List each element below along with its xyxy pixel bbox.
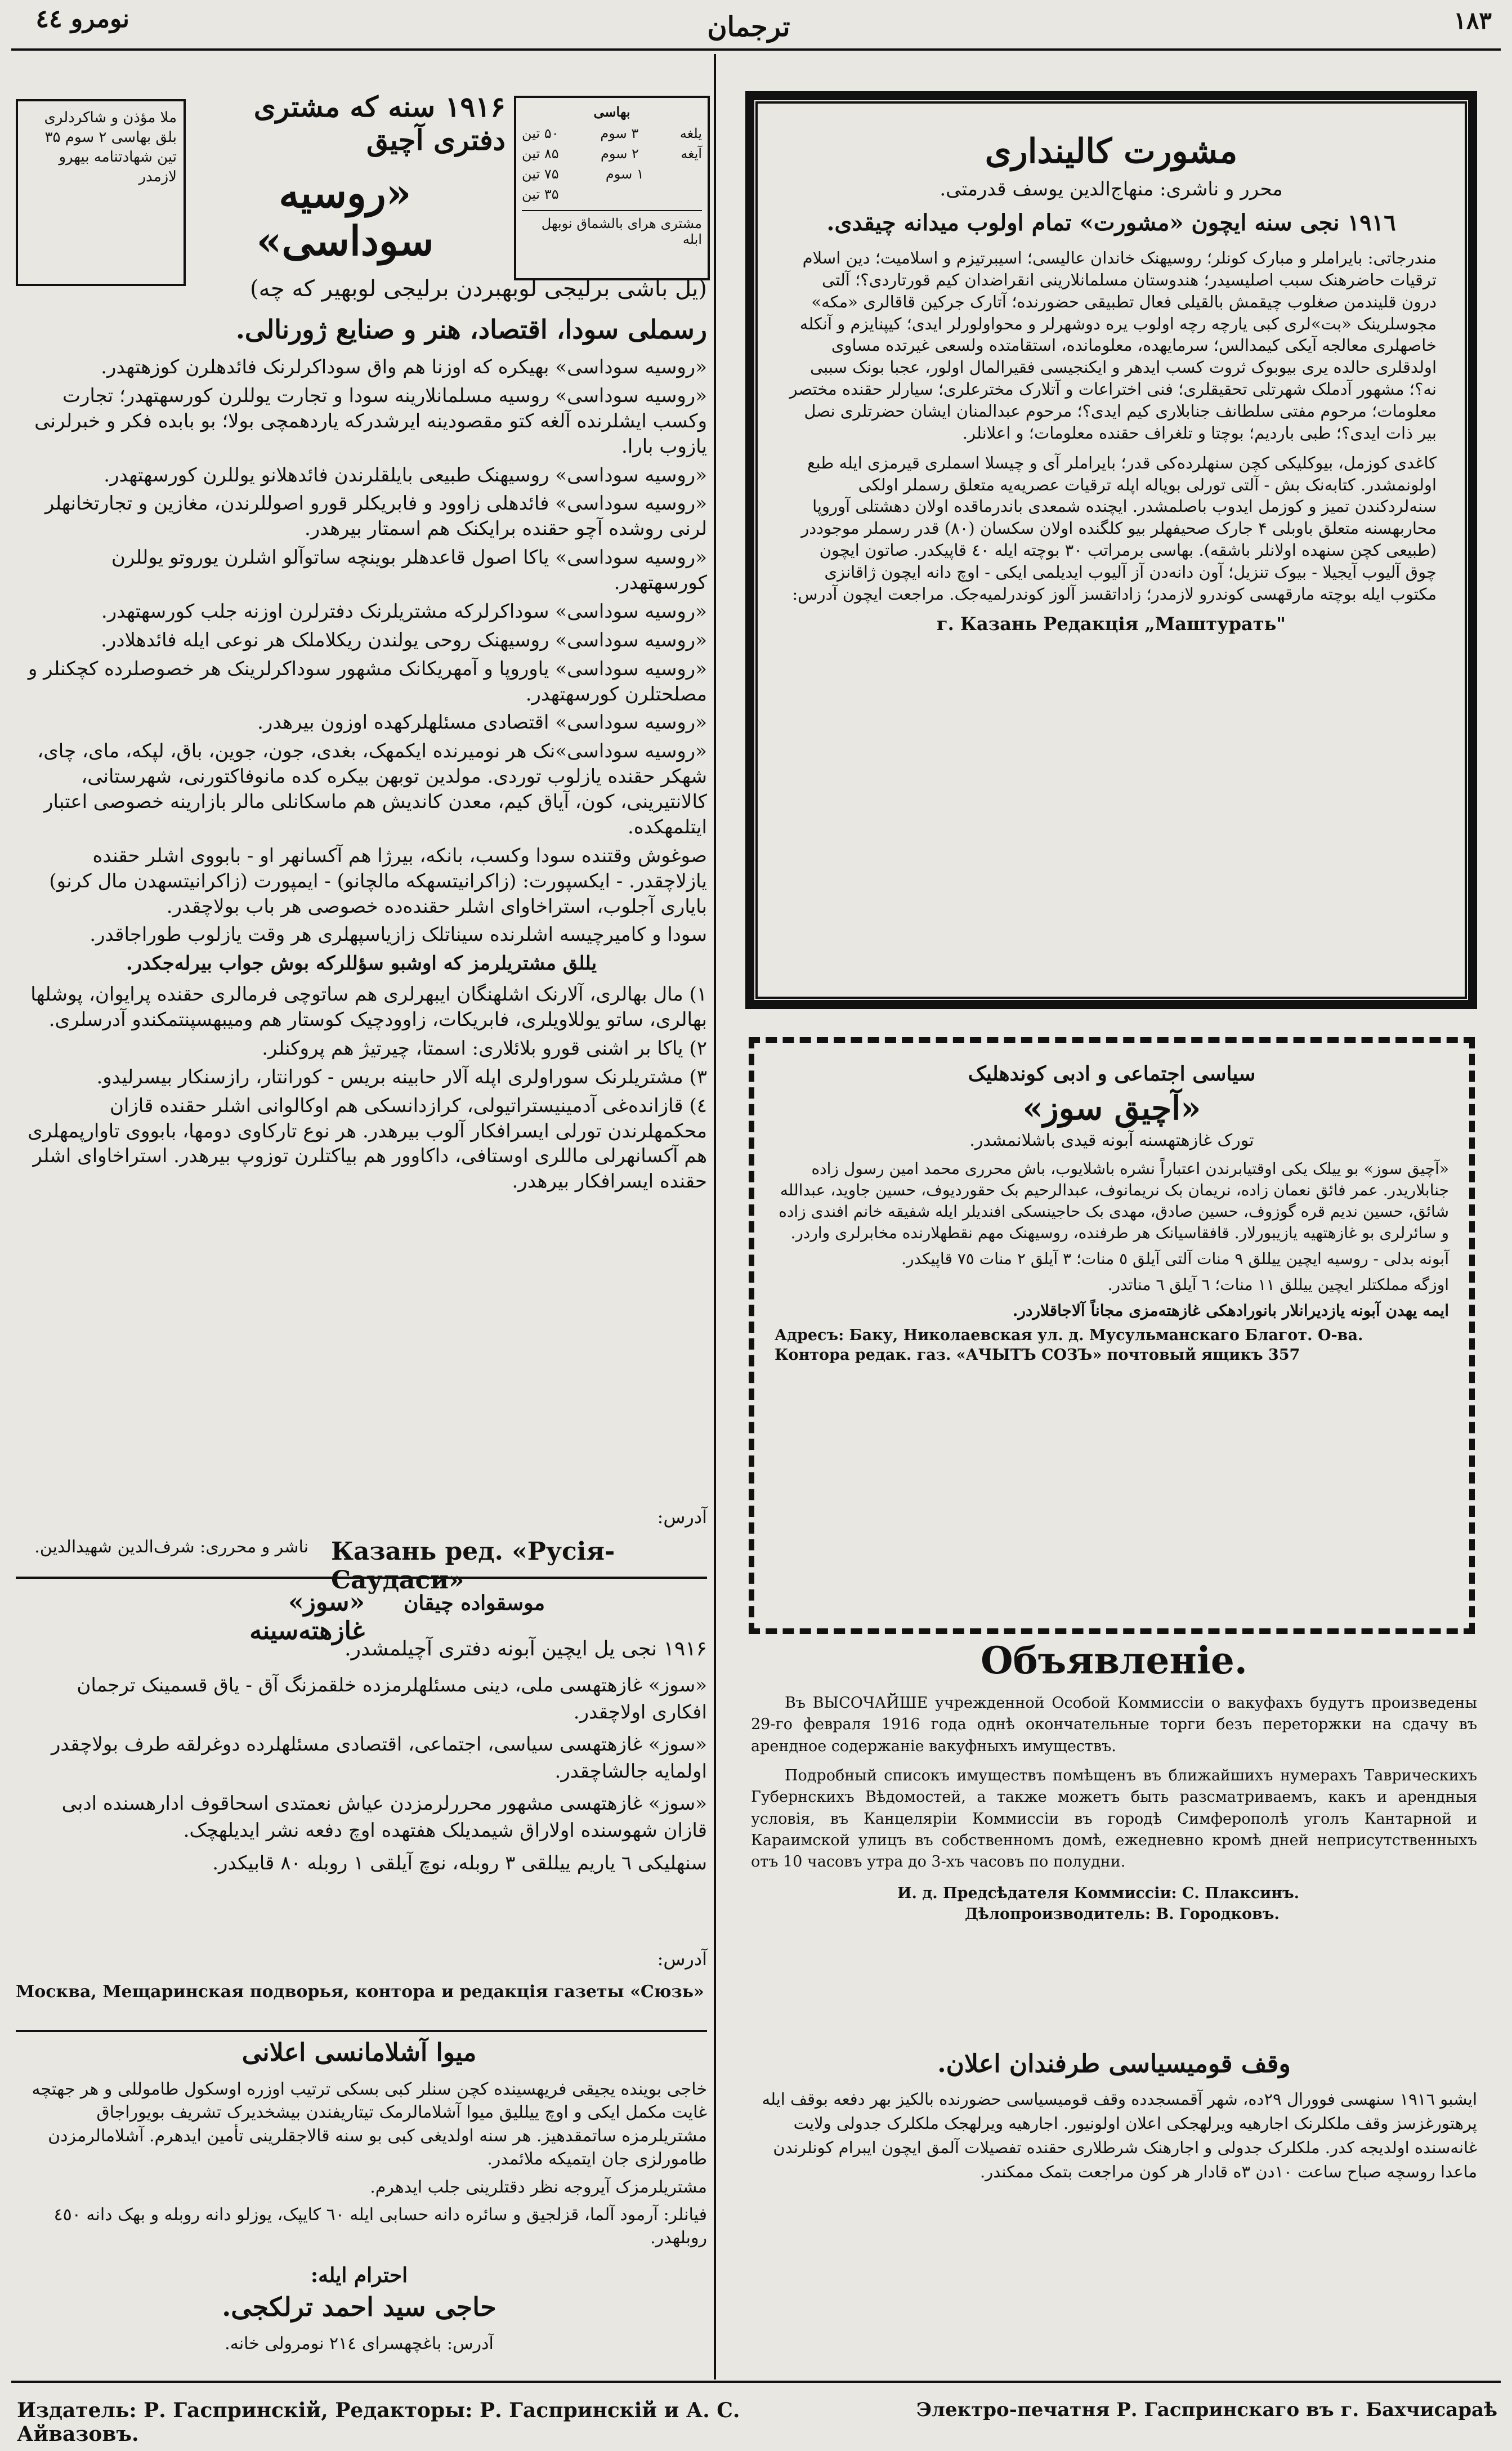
price-row	[522, 166, 702, 182]
right-column	[723, 56, 1501, 2379]
achik-soz-paragraph: اوزگه مملکتلر ایچین ییللق ۱۱ منات؛ ٦ آیلق ٦ مناتدر.	[1107, 1275, 1449, 1294]
footer-printer: Электро-печатня Р. Гаспринскаго въ г. Бахчисараѣ	[916, 2399, 1497, 2421]
fruit-ad-body	[16, 2078, 707, 2254]
calendar-ad-address-ru: г. Казань Редакція „Маштурать"	[937, 613, 1286, 635]
price-row	[522, 126, 702, 141]
calendar-ad-editor: محرر و ناشری: منهاج‌الدین یوسف قدرمتی.	[940, 178, 1283, 200]
fruit-ad-signature: حاجی سید احمد ترلکجی.	[222, 2292, 496, 2322]
fruit-ad-paragraph: خاجی بوینده یجیقی فریهسینده کچن سنلر کبی بسکی ترتیب اوزره اوسکول طاموللی و هر جهتچه غایت مکمل ایکی و اوچ ییللیق میوا آشلامالرمک تیتاریفندن بیشخدیرک تشریف بویوراجاق مشتریلرمزه ساتمقدهیز. هر سنه اولدیغی کبی بو سنه قالاجقلرینی تأمین ایدهرم. آشلامالرمزدن طامورلزی جان ایتمیکه ملائمدر.	[32, 2079, 707, 2169]
calendar-ad-title: مشورت کالینداری	[985, 132, 1238, 171]
footer-publisher: Издатель: Р. Гаспринскій, Редакторы: Р. Гаспринскій и А. С. Айвазовъ.	[17, 2399, 740, 2446]
russia-ad-year-line: ۱۹۱۶ سنه که مشتری دفتری آچیق	[253, 90, 506, 157]
section-rule	[16, 2030, 707, 2032]
fruit-ad-paragraph: فیانلر: آرمود آلما، قزلجیق و سائره دانه حسابی ایله ٦٠ کایپک، یوزلو دانه روبله و بهک دانه ٤٥٠ روبلهدر.	[53, 2204, 707, 2248]
soz-ad-paragraph: «سوز» غازهتهسی سیاسی، اجتماعی، اقتصادی مسئلهلرده دوغرلقه طرف بولاچقدر اولمایه جالشاچقدر.	[51, 1733, 707, 1783]
achik-soz-body	[775, 1158, 1449, 1322]
achik-soz-ad	[749, 1037, 1475, 1634]
soz-ad	[16, 1588, 707, 2027]
russia-ad-paragraph: یللق مشتریلرمز که اوشبو سؤللرکه بوش جواب بیرله‌جکدر.	[126, 952, 597, 975]
subscription-price-footer: مشتری هرای بالشماق نوبهل ابله	[541, 216, 702, 247]
russia-ad-paragraph: «روسیه سوداسی» سوداکرلرکه مشتریلرنک دفترلرن اوزنه جلب کورسهتهدر.	[101, 600, 707, 623]
russia-ad-paragraph: صوغوش وقتنده سودا وکسب، بانکه، بیرژا هم آکسانهر او - بابووی اشلر حقنده یازلاچقدر. - ایکسپورت: (زاکرانیتسهکه مالچانو) - ایمپورت (زاکرانیتسهدن مال کرنو) بایاری آجلوب، استراخاوای اشلر حقنده‌ده خصوصی هر باب بولاچقدر.	[49, 844, 707, 918]
soz-ad-title: «سوز» غازهته‌سینه	[249, 1588, 365, 1645]
russia-ad-tagline: رسملی سودا، اقتصاد، هنر و صنایع ژورنالی.	[235, 314, 707, 345]
price-amount-kopeks: ۳۵ تین	[522, 186, 559, 202]
russian-notice-title: Объявленіе.	[981, 1639, 1247, 1682]
achik-soz-subheading: تورک غازهتهسنه آبونه قیدی باشلانمشدر.	[969, 1131, 1254, 1150]
page-number: ١٨٣	[1453, 7, 1492, 34]
price-period: یلغه	[679, 126, 702, 141]
soz-ad-paragraph: «سوز» غازهتهسی مشهور محررلرمزدن عیاش نعمتدی اسحاقوف ادارهسنده ادبی قازان شهوسنده اولاراق شیمدیلک هفتهده اوچ دفعه نشر ایدیلهچک.	[61, 1792, 707, 1842]
fruit-ad-address: آدرس: باغچهسرای ۲۱٤ نومرولی خانه.	[225, 2334, 494, 2354]
russia-ad-publisher: ناشر و محرری: شرف‌الدین شهیدالدین.	[34, 1537, 308, 1557]
russia-ad-numbered-item: ٤) قازانده‌غی آدمینیستراتیولی، کرازدانسکی هم اوکالوانی اشلر حقنده قازان محکمهلرندن تورلی ایسرافکار آلوب بیرهدر. هر نوع تارکاوی دومها، بابووی تاوارپمهلری هم آکسانهرلی ماللری اوستافی، داکاوور هم بیاکتلرن توزوپ بیرهدر. استراخاوای اشلر حقنده ایسرافکار بیرهدر.	[28, 1094, 707, 1193]
waqf-notice-paragraph: ایشبو ۱۹۱٦ سنهسی فوورال ۲۹ده، شهر آقمسجدده وقف قومیسیاسی حضورنده بالکیز بهر دفعه بوقف ایله پرهتورغزسز وقف ملکلرنک اجارهیه ویرلهجکی اعلان اولونیور. اجارهیه ویرلهجک ملکلرک جدولی ولایت غانه‌سنده اولدیجه کدر. ملکلرک جدولی و اجارهنک شرطلاری حقنده تفصیلات آلمق ایچون ایبرام کونلرندن ماعدا روسچه صباح ساعت ۱۰دن ۳ه قادار هر کون مراجعت بتمک ممکندر.	[762, 2090, 1477, 2181]
russia-ad-paragraph: «روسیه سوداسی» روسیهنک روحی یولندن ریکلاملک هر نوعی ایله فائدهلادر.	[101, 628, 707, 651]
russia-ad-paragraph: سودا و کامیرچیسه اشلرنده سیناتلک زازیاسپهلری هر وقت یازلوب طوراجاقدر.	[90, 923, 707, 947]
price-period	[691, 166, 702, 182]
russian-notice-signer-2: Дѣлопроизводитель: В. Городковъ.	[965, 1905, 1280, 1923]
achik-soz-paragraph: آبونه بدلی - روسیه ایچین ییللق ۹ منات آلتی آیلق ٥ منات؛ ۳ آیلق ۲ منات ۷٥ قاپیکدر.	[901, 1249, 1449, 1269]
price-period	[691, 186, 702, 202]
section-rule	[16, 1577, 707, 1579]
soz-ad-paragraph: «سوز» غازهتهسی ملی، دینی مسئلهلرمزده خلقمزنگ آق - یاق قسمینک ترجمان افکاری اولاچقدر.	[77, 1674, 707, 1724]
price-amount: ۳ سوم	[600, 126, 639, 141]
achik-soz-address-ru-2: Контора редак. газ. «АЧЫТЪ СОЗЪ» почтовый ящикъ 357	[775, 1346, 1300, 1364]
russia-ad-paragraph: «روسیه سوداسی»نک هر نومیرنده ایکمهک، بغدی، جون، جوین، باق، لپکه، مای، چای، شهکر حقنده یازلوب توردی. مولدین توبهن بیکره کده مانوفاکتورنی، شهرستانی، کالانتیرینی، کون، آیاق کیم، معدن کاندیش هم ماسکانلی مالر بازارینه خصوصی اعتبار ایتلمهکده.	[37, 740, 707, 838]
russia-ad-paragraph: «روسیه سوداسی» اقتصادی مسئلهلرکهده اوزون بیرهدر.	[257, 711, 707, 734]
newspaper-title-text: ترجمان	[707, 11, 790, 43]
russia-ad-numbered-item: ۳) مشتریلرنک سوراولری اپله آلار حابینه بریس - کورانتار، رازسنکار بیسرلیدو.	[96, 1065, 707, 1088]
fruit-ad-closing: احترام ایله:	[310, 2264, 408, 2287]
soz-ad-heading	[173, 1588, 545, 1645]
soz-ad-line1: ۱۹۱۶ نجی یل ایچین آبونه دفتری آچیلمشدر.	[345, 1637, 707, 1660]
footer-rule	[11, 2381, 1501, 2383]
price-amount-kopeks: ۸۵ تین	[522, 146, 559, 162]
fruit-ad-title: میوا آشلامانسی اعلانی	[241, 2038, 477, 2067]
price-row	[522, 146, 702, 162]
achik-soz-paragraph: «آچیق سوز» بو ییلک یکی اوقتیابرندن اعتباراً نشره باشلایوب، باش محرری محمد امین رسول زاده جنابلاریدر. عمر فائق نعمان زاده، نریمان بک نریمانوف، عبدالرحیم بک حقوردیوف، حسین جاوید، عبدالله شائق، حسین ندیم قره گوزوف، حسین صادق، مهدی بک حاجینسکی افندیلر ایله شفیقه خانم افندی زاده و سائرلری بو غازهتهیه یازیبورلار. قافقاسیانک هر طرفنده، روسیهنک مهم نقطهلارنده مخابرلری واردر.	[779, 1159, 1449, 1243]
price-row	[522, 186, 702, 202]
russia-ad-paragraph: «روسیه سوداسی» روسیهنک طبیعی بایلقلرندن فائدهلانو یوللرن کورسهتهدر.	[104, 463, 707, 486]
achik-soz-paragraph: ایمه یهدن آبونه یازدیرانلار بانورادهکی غازهته‌مزی مجاناً آلاجاقلاردر.	[1012, 1301, 1449, 1320]
price-amount: ۲ سوم	[600, 146, 639, 162]
calendar-ad-year-line: ۱۹۱٦ نجی سنه ایچون «مشورت» تمام اولوب میدانه چیقدی.	[826, 209, 1396, 236]
russia-ad-paragraph: «روسیه سوداسی» یاکا اصول قاعدهلر بوینچه ساتوآلو اشلرن یوروتو یوللرن کورسهتهدر.	[111, 546, 707, 594]
russia-ad-address-ru: Казань ред. «Русія-Саудаси»	[331, 1537, 615, 1595]
fruit-ad	[16, 2038, 707, 2376]
russia-ad-footer-line	[16, 1537, 707, 1595]
newspaper-title	[659, 11, 839, 43]
russia-ad-numbered-item: ۱) مال بهالری، آلارنک اشلهنگان ایبهرلری هم ساتوچی فرمالری حقنده پرایوان، پوشلها بهالری، ساتو یوللاویلری، فابریکات، زاوودچیک کوستار هم ومیبهسپنتمکندو آدرسلری.	[30, 983, 707, 1031]
waqf-notice	[751, 2050, 1477, 2342]
column-divider	[714, 54, 716, 2379]
russia-ad-paragraph: «روسیه سوداسی» یاوروپا و آمهریکانک مشهور سوداکرلرینک هر خصوصلرده کچکنلر و مصلحتلرن کورسهتهدر.	[28, 657, 707, 706]
price-amount-kopeks: ۵۰ تین	[522, 126, 559, 141]
fruit-ad-paragraph: مشتریلرمزک آیروجه نظر دقتلرینی جلب ایدهرم.	[370, 2177, 707, 2197]
price-amount: ۱ سوم	[605, 166, 644, 182]
waqf-notice-title: وقف قومیسیاسی طرفندان اعلان.	[937, 2050, 1291, 2078]
soz-ad-price: سنهلیکی ٦ یاریم ییللقی ۳ روبله، نوچ آیلقی ۱ روبله ۸۰ قابیکدر.	[212, 1851, 707, 1874]
price-period: آیغه	[681, 146, 702, 162]
achik-soz-title: «آچیق سوز»	[1022, 1089, 1201, 1127]
subscription-price-title: بهاسی	[593, 104, 630, 120]
russian-notice	[751, 1639, 1477, 2044]
issue-number: نومرو ٤٤	[35, 5, 129, 33]
russia-ad-subtitle: (یل باشی برلیجی لوبهبردن برلیجی لوبهیر که چه)	[249, 276, 707, 302]
price-amount	[619, 186, 630, 202]
calendar-ad-paragraph: کاغدی کوزمل، بیوکلیکی کچن سنهلرده‌کی قدر؛ بایراملر آی و چیسلا اسملری قیرمزی ایله طبع اولونمشدر. کتابه‌نک بش - آلتی تورلی بویاله اپله ترقیات عصریه‌یه متعلق رسملر اولکی سنه‌لردکندن تمیز و کوزمل ایدوب باصلمشدر. ایچنده شمعدی باندرماقده اولان دهشتلی آوروپا محاربهسنه متعلق باوبلی ۴ جارک صحیفهلر بیو کلگنده اولان سکسان (۸۰) قدر رسملر موجوددر (طبیعی کچن سنهده اولانلر باشقه). بهاسی برمراتب ۳۰ بوچته ایله ٤٠ قاپیکدر. صاتون ایچون چوق آلیوب آیجیلا - بیوک تنزیل؛ آون دانه‌دن آز آلیوب ایدیلمی ایکی - اوچ دانه ایچون ژاقانزی مکتوب ایله بوچته مارقهسی کوندرو لازمدر؛ زاداتقسز آلوز کوندرلمیه‌جک. مراجعت ایچون آدرس:	[792, 453, 1437, 604]
mullah-notice-box: ملا مؤذن و شاکردلری بلق بهاسی ۲ سوم ۳۵ تین شهادتنامه بیهرو لازمدر	[16, 99, 186, 286]
achik-soz-address-ru-1: Адресъ: Баку, Николаевская ул. д. Мусульманскаго Благот. О-ва.	[775, 1326, 1363, 1344]
subscription-price-box	[514, 96, 710, 280]
header-rule	[11, 48, 1501, 51]
left-column	[16, 56, 707, 2379]
soz-ad-address-ru: Москва, Мещаринская подворья, контора и редакція газеты «Сюзь»	[16, 1982, 704, 2002]
soz-ad-address-label: آدرس:	[657, 1948, 707, 1970]
calendar-ad	[745, 91, 1477, 1009]
soz-ad-body	[16, 1672, 707, 1882]
russian-notice-signer-1: И. д. Предсѣдателя Коммиссіи: С. Плаксинъ.	[897, 1884, 1300, 1902]
soz-ad-intro: موسقواده چیقان	[403, 1591, 545, 1615]
russian-notice-paragraph-2: Подробный списокъ имуществъ помѣщенъ въ ближайшихъ нумерахъ Таврическихъ Губернскихъ Вѣдомостей, а также можетъ быть разсматриваемъ, какъ и арендныя условія, въ Канцеляріи Коммиссіи въ городѣ Симферополѣ уголъ Кантарной и Караимской улицъ въ собственномъ домѣ, ежедневно кромѣ дней неприсутственныхъ отъ 10 часовъ утра до 3-хъ часовъ по полудни.	[751, 1766, 1477, 1871]
calendar-ad-contents: مندرجاتی: بایراملر و مبارک کونلر؛ روسیهنک خاندان عالیسی؛ اسیبرتیزم و اسلامیت؛ دین اسلام ترقیات حاضرهنک سبب اصلیسیدر؛ هندوستان مسلمانلارینی انقراضدان کیم قورتاردی؟؛ آلتی درون قلیندمن صغلوب چیقمش بالقیلی فعال تطبیقی حضورنده؛ آتارک جرکین قاقالری «مکه» مجوسلرینک «بت»لری کبی یارچه رچه اولوب یره دوشهرلر و محواولورلر ایدی؛ کیپنایزم و آنکله خاصهلری معالجه آیکی کیمدالس؛ سرمایهده، معلومانده، استقامتده ولسعی غیرتده مساوی اولدقلری حالده یری بیوبوک ثروت کسب ایدهر و ایکنجیسی فقیرالمال اولور، عجبا بونک سببی نه؟؛ مشهور آدملک شهرتلی تحقیقلری؛ فنی اختراعات و آتلارک مخترعلری؛ سیارلر حقنده مختصر معلومات؛ مرحوم مفتی سلطانف جنابلاری کیم ایدی؟؛ مرحوم عبدالمنان ایشان حضرتلری نصل بیر ذات ایدی؟؛ طبی باردیم؛ بوچتا و تلغراف حقنده معلومات؛ و اعلانلر.	[789, 248, 1437, 443]
russia-ad-title: «روسیه سوداسی»	[256, 169, 434, 265]
russia-ad-paragraph: «روسیه سوداسی» روسیه مسلمانلارینه سودا و تجارت یوللرن کورسهتهدر؛ تجارت وکسب ایشلرنده آلغه کتو مقصودینه ایرشدرکه یاردهمچی بولا؛ بو بابده فکر و خبرلرنی یازوب بارا.	[34, 384, 707, 458]
russia-ad-body	[16, 355, 707, 1198]
achik-soz-heading: سیاسی اجتماعی و ادبی کوندهلیک	[968, 1062, 1256, 1086]
russia-ad-paragraph: «روسیه سوداسی» بهیکره که اوزنا هم واق سوداکرلرنک فائدهلرن کوزهتهدر.	[101, 356, 707, 378]
russia-ad-paragraph: «روسیه سوداسی» فائدهلی زاوود و فابریکلر قورو اصوللرندن، مغازین و تجارتخانهلر لرنی روشده آچو حقنده برایکنک هم اسمتار بیرهدر.	[44, 492, 707, 541]
russia-ad-numbered-item: ۲) یاکا بر اشنی قورو بلائلاری: اسمتا، چیرتیژ هم پروکنلر.	[262, 1037, 707, 1060]
price-amount-kopeks: ۷۵ تین	[522, 166, 559, 182]
russia-ad-address-label: آدرس:	[657, 1506, 707, 1528]
russian-notice-paragraph-1: Въ ВЫСОЧАЙШЕ учрежденной Особой Коммиссіи о вакуфахъ будутъ произведены 29-го февраля 1916 года однѣ окончательные торги безъ переторжки на сдачу въ арендное содержаніе вакуфныхъ имуществъ.	[751, 1694, 1477, 1755]
